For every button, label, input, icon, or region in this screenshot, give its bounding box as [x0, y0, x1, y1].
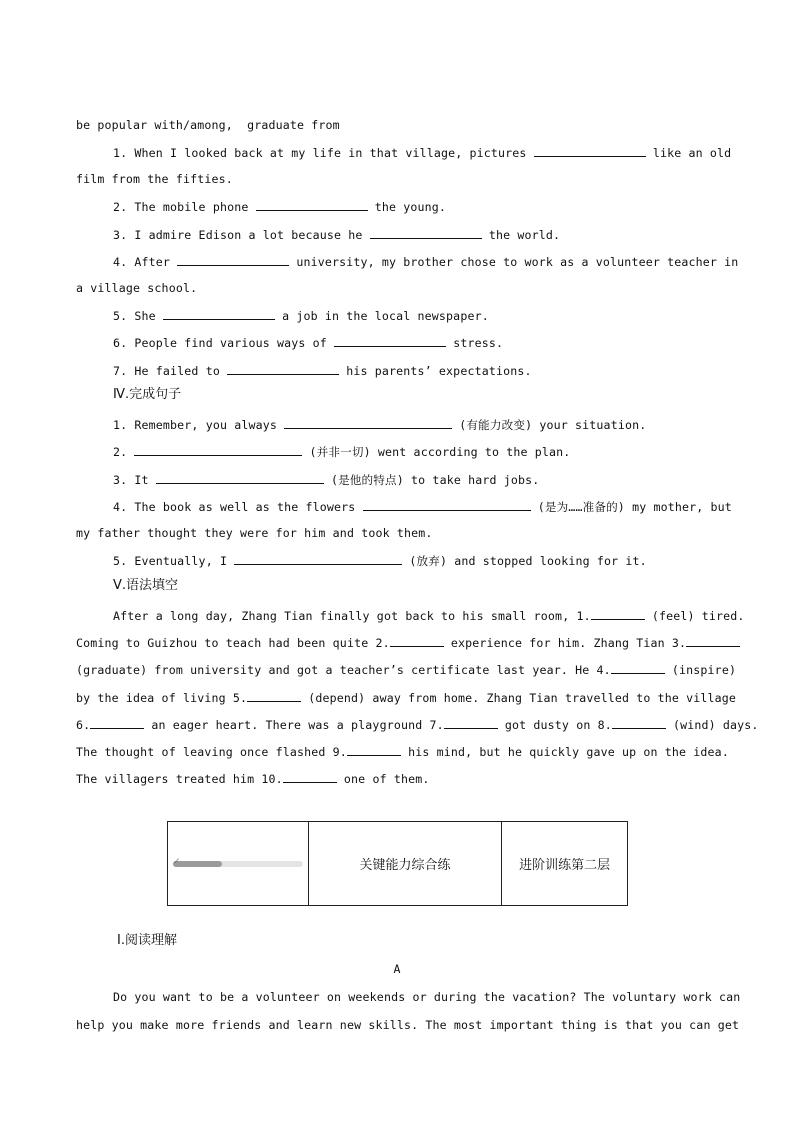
answer-blank[interactable]	[227, 362, 339, 375]
answer-blank[interactable]	[612, 716, 666, 729]
g5-text-mid: an eager heart. There was a playground 7.	[151, 718, 444, 732]
q4-text-end: university, my brother chose to work as a volunteer teacher in	[296, 255, 739, 269]
g3-text-end: (inspire)	[671, 663, 737, 677]
answer-blank[interactable]	[591, 607, 645, 620]
q4-text-cont: a village school.	[76, 281, 198, 295]
g1-text: After a long day, Zhang Tian finally got back to his small room, 1.	[113, 609, 591, 623]
q5-text-end: a job in the local newspaper.	[282, 309, 489, 323]
g6-text: The thought of leaving once flashed 9.	[76, 745, 347, 759]
g7-text: The villagers treated him 10.	[76, 772, 283, 786]
g5-text-mid2: got dusty on 8.	[504, 718, 612, 732]
q6-text-end: stress.	[453, 336, 504, 350]
q2-text: 2. The mobile phone	[113, 200, 249, 214]
s1-text-end: (有能力改变) your situation.	[459, 418, 647, 432]
question-2	[113, 198, 718, 215]
answer-blank[interactable]	[370, 226, 482, 239]
sentence-4-cont	[76, 525, 718, 541]
s5-text: 5. Eventually, I	[113, 554, 228, 568]
q2-text-end: the young.	[374, 200, 447, 214]
s3-text-end: (是他的特点) to take hard jobs.	[330, 473, 540, 487]
g6-text-end: his mind, but he quickly gave up on the idea.	[408, 745, 729, 759]
answer-blank[interactable]	[444, 716, 498, 729]
s2-text-end: (并非一切) went according to the plan.	[309, 445, 571, 459]
answer-blank[interactable]	[334, 334, 446, 347]
grammar-line-1	[113, 607, 745, 624]
q3-text-end: the world.	[488, 228, 561, 242]
g4-text: by the idea of living 5.	[76, 691, 248, 705]
question-1-cont	[76, 171, 718, 187]
grammar-line-7	[76, 770, 718, 787]
g1-text-end: (feel) tired.	[651, 609, 745, 623]
answer-blank[interactable]	[256, 198, 368, 211]
grammar-line-2	[76, 634, 718, 651]
sentence-1	[113, 416, 718, 433]
answer-blank[interactable]	[163, 307, 275, 320]
section-heading-reading: Ⅰ.阅读理解	[117, 933, 177, 948]
sentence-5	[113, 552, 718, 569]
s4-text-end: (是为……准备的) my mother, but	[537, 500, 732, 514]
answer-blank[interactable]	[611, 661, 665, 674]
answer-blank[interactable]	[156, 471, 324, 484]
answer-blank[interactable]	[347, 743, 401, 756]
q7-text-end: his parents’ expectations.	[346, 364, 532, 378]
banner-title: 关键能力综合练	[309, 822, 503, 905]
answer-blank[interactable]	[234, 552, 402, 565]
question-1	[113, 144, 732, 161]
s5-text-end: (放弃) and stopped looking for it.	[409, 554, 647, 568]
question-5	[113, 307, 718, 324]
phrase-list	[76, 117, 718, 133]
sentence-2	[113, 443, 718, 460]
answer-blank[interactable]	[177, 253, 289, 266]
answer-blank[interactable]	[247, 689, 301, 702]
section-heading-4: Ⅳ.完成句子	[113, 387, 182, 402]
question-7	[113, 362, 718, 379]
question-3	[113, 226, 718, 243]
q7-text: 7. He failed to	[113, 364, 220, 378]
answer-blank[interactable]	[90, 716, 144, 729]
q4-text: 4. After	[113, 255, 171, 269]
answer-blank[interactable]	[534, 144, 646, 157]
q6-text: 6. People find various ways of	[113, 336, 327, 350]
q1-text: 1. When I looked back at my life in that village, pictures	[113, 146, 527, 160]
question-4	[113, 253, 739, 270]
s4-text-cont: my father thought they were for him and took them.	[76, 526, 433, 540]
grammar-line-6	[76, 743, 729, 760]
s4-text: 4. The book as well as the flowers	[113, 500, 356, 514]
answer-blank[interactable]	[284, 416, 452, 429]
answer-blank[interactable]	[686, 634, 740, 647]
phrase-text: be popular with/among, graduate from	[76, 118, 340, 132]
q3-text: 3. I admire Edison a lot because he	[113, 228, 363, 242]
sentence-3	[113, 471, 718, 488]
g2-text: Coming to Guizhou to teach had been quite 2.	[76, 636, 390, 650]
banner-progress-cell	[168, 822, 309, 905]
passage-label: A	[393, 962, 401, 976]
check-icon: ✓	[173, 856, 181, 867]
grammar-line-3	[76, 661, 737, 678]
s3-text: 3. It	[113, 473, 149, 487]
progress-bar	[173, 856, 303, 867]
banner-subtitle: 进阶训练第二层	[519, 858, 611, 873]
g4-text-end: (depend) away from home. Zhang Tian travelled to the village	[308, 691, 737, 705]
q5-text: 5. She	[113, 309, 156, 323]
question-6	[113, 334, 718, 351]
g7-text-end: one of them.	[343, 772, 430, 786]
section-banner	[167, 821, 628, 906]
grammar-line-4	[76, 689, 737, 706]
g5-text: 6.	[76, 718, 91, 732]
answer-blank[interactable]	[134, 443, 302, 456]
g3-text: (graduate) from university and got a teacher’s certificate last year. He 4.	[76, 663, 611, 677]
q1-text-cont: film from the fifties.	[76, 172, 233, 186]
passage-line-2: help you make more friends and learn new skills. The most important thing is that you can get	[76, 1018, 740, 1032]
s1-text: 1. Remember, you always	[113, 418, 277, 432]
passage-line-1: Do you want to be a volunteer on weekends or during the vacation? The voluntary work can	[113, 990, 741, 1004]
g5-text-end: (wind) days.	[672, 718, 759, 732]
grammar-line-5	[76, 716, 759, 733]
s2-text: 2.	[113, 445, 128, 459]
sentence-4	[113, 498, 732, 515]
question-4-cont	[76, 280, 718, 296]
answer-blank[interactable]	[390, 634, 444, 647]
q1-text-end: like an old	[652, 146, 732, 160]
section-heading-5: Ⅴ.语法填空	[113, 578, 179, 593]
g2-text-end: experience for him. Zhang Tian 3.	[450, 636, 687, 650]
answer-blank[interactable]	[283, 770, 337, 783]
answer-blank[interactable]	[363, 498, 531, 511]
